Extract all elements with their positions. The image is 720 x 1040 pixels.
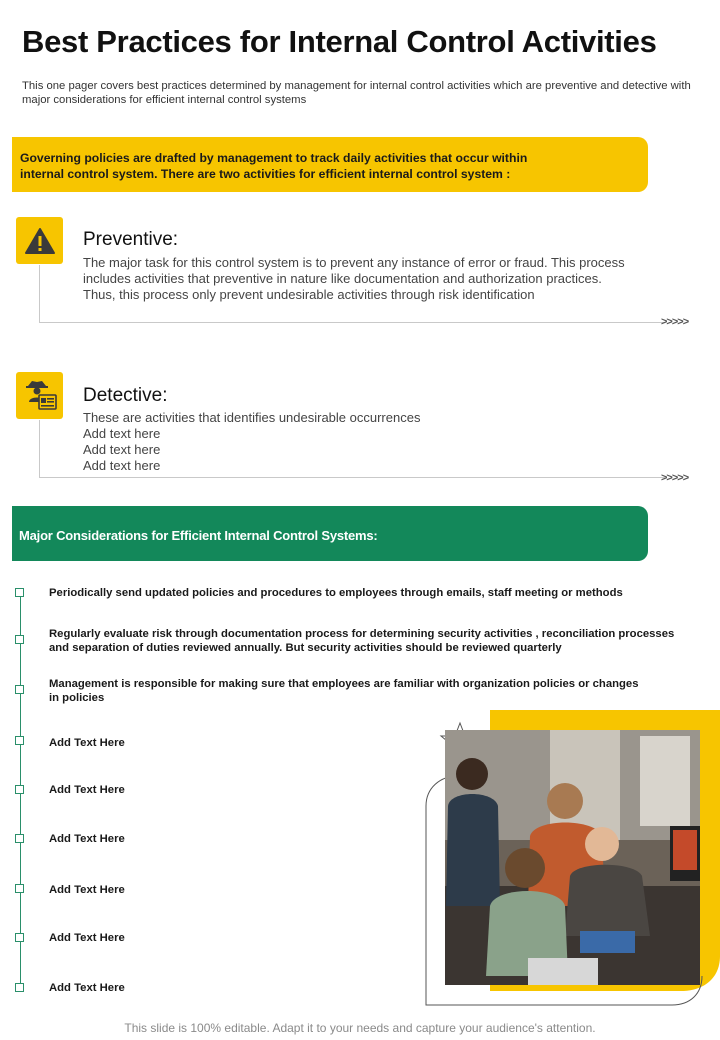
- timeline-marker: [15, 834, 24, 843]
- timeline-marker: [15, 588, 24, 597]
- detective-arrows: >>>>>: [661, 472, 689, 484]
- governing-policies-banner: [12, 137, 648, 192]
- preventive-title: Preventive:: [83, 229, 179, 250]
- detective-body: [83, 410, 693, 474]
- timeline-marker: [15, 884, 24, 893]
- consideration-item: Add Text Here: [49, 737, 125, 749]
- detective-line: Add text here: [83, 442, 161, 457]
- timeline-marker: [15, 785, 24, 794]
- timeline-marker: [15, 635, 24, 644]
- consideration-item: Add Text Here: [49, 784, 125, 796]
- detective-icon-box: [16, 372, 63, 419]
- consideration-item: Periodically send updated policies and procedures to employees through emails, staff meeting or methods: [49, 587, 623, 599]
- detective-line: Add text here: [83, 426, 161, 441]
- team-photo: [420, 706, 720, 1011]
- detective-line: Add text here: [83, 458, 161, 473]
- timeline-marker: [15, 933, 24, 942]
- page-title: Best Practices for Internal Control Activities: [22, 24, 657, 59]
- preventive-line: Thus, this process only prevent undesirable activities through risk identification: [83, 287, 535, 302]
- detective-line: These are activities that identifies undesirable occurrences: [83, 410, 421, 425]
- banner-line-2: internal control system. There are two activities for efficient internal control system :: [20, 167, 511, 181]
- preventive-arrows: >>>>>: [661, 316, 689, 328]
- consideration-item: Regularly evaluate risk through documentation process for determining security activities , reconciliation processes and separation of duties reviewed annually. But security activities should be reviewed quarterly: [49, 628, 675, 654]
- timeline-marker: [15, 736, 24, 745]
- consideration-item: Add Text Here: [49, 932, 125, 944]
- banner-line-1: Governing policies are drafted by management to track daily activities that occur within: [20, 151, 528, 165]
- warning-icon: [24, 226, 56, 256]
- detective-title: Detective:: [83, 385, 168, 406]
- timeline-marker: [15, 983, 24, 992]
- team-photo-block: [420, 706, 720, 1011]
- preventive-line: includes activities that preventive in nature like documentation and authorization practices.: [83, 271, 602, 286]
- timeline-marker: [15, 685, 24, 694]
- footer-note: This slide is 100% editable. Adapt it to your needs and capture your audience's attention.: [124, 1021, 596, 1035]
- consideration-item: Add Text Here: [49, 884, 125, 896]
- intro-text: This one pager covers best practices determined by management for internal control activities which are preventive and detective with major considerations for efficient internal control systems: [22, 80, 691, 106]
- detective-icon: [23, 380, 57, 412]
- preventive-body: [83, 255, 693, 303]
- consideration-item: Add Text Here: [49, 982, 125, 994]
- consideration-item: Management is responsible for making sure that employees are familiar with organization policies or changes in policies: [49, 678, 639, 704]
- preventive-line: The major task for this control system is to prevent any instance of error or fraud. This process: [83, 255, 625, 270]
- preventive-icon-box: [16, 217, 63, 264]
- consideration-item: Add Text Here: [49, 833, 125, 845]
- considerations-banner: Major Considerations for Efficient Internal Control Systems:: [12, 506, 648, 561]
